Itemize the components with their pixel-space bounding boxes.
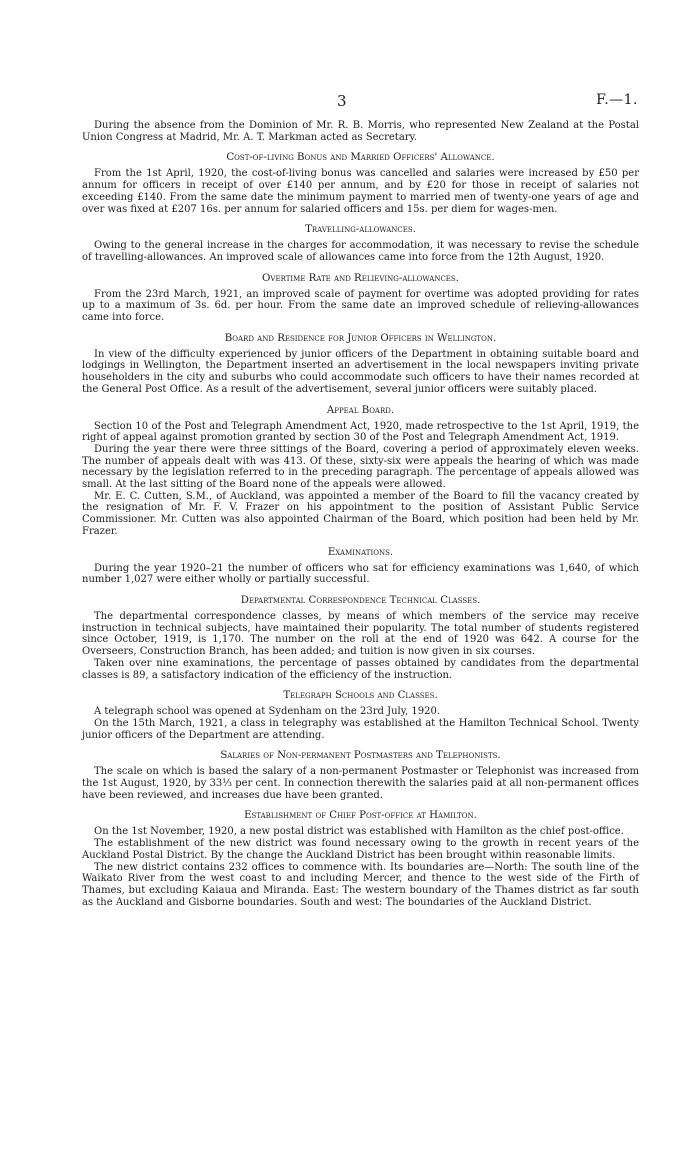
paragraph: On the 1st November, 1920, a new postal district was established with Hamilton as the chief post-office. [94, 826, 624, 838]
paragraph: From the 23rd March, 1921, an improved scale of payment for overtime was adopted providing for rates up to a maximum of 3s. 6d. per hour. From the same date an improved schedule of relieving-allowances came into force. [82, 288, 639, 324]
paragraph: Taken over nine examinations, the percentage of passes obtained by candidates from the departmental classes is 89, a satisfactory indication of the efficiency of the instruction. [82, 657, 639, 681]
section [82, 152, 639, 215]
section [82, 224, 639, 263]
section-heading: Cost-of-living Bonus and Married Officers' Allowance. [226, 152, 495, 164]
paragraph: The establishment of the new district was found necessary owing to the growth in recent years of the Auckland Postal District. By the change the Auckland District has been brought within reasonable limits. [82, 838, 639, 861]
section [82, 120, 639, 143]
section-heading: Travelling-allowances. [305, 224, 416, 236]
document-reference: F.—1. [596, 92, 638, 108]
paragraph: The departmental correspondence classes, by means of which members of the service may receive instruction in technical subjects, have maintained their popularity. The total number of students registered since October, 1919, is 1,170. The number on the roll at the end of 1920 was 642. A course for the Overseers, Construction Branch, has been added; and tuition is now given in six courses. [82, 610, 639, 658]
paragraph: The new district contains 232 offices to commence with. Its boundaries are—North: The south line of the Waikato River from the west coast to and including Mercer, and thence to the west side of the Firth of Thames, but excluding Kaiaua and Miranda. East: The western boundary of the Thames district as far south as the Auckland and Gisborne boundaries. South and west: The boundaries of the Auckland District. [82, 861, 639, 908]
paragraph: During the absence from the Dominion of Mr. R. B. Morris, who represented New Zealand at the Postal Union Congress at Madrid, Mr. A. T. Markman acted as Secretary. [82, 120, 639, 143]
paragraph: In view of the difficulty experienced by junior officers of the Department in obtaining suitable board and lodgings in Wellington, the Department inserted an advertisement in the local newspapers inviting private householders in the city and suburbs who could accommodate such officers to have their names recorded at the General Post Office. As a result of the advertisement, several junior officers were suitably placed. [82, 348, 639, 395]
paragraph: A telegraph school was opened at Sydenham on the 23rd July, 1920. [94, 706, 441, 718]
paragraph: Mr. E. C. Cutten, S.M., of Auckland, was appointed a member of the Board to fill the vacancy created by the resignation of Mr. F. V. Frazer on his appointment to the position of Assistant Public Service Commissioner. Mr. Cutten was also appointed Chairman of the Board, which position had been held by Mr. Frazer. [82, 490, 639, 537]
section-heading: Board and Residence for Junior Officers in Wellington. [224, 332, 497, 344]
section [82, 810, 639, 908]
section-heading: Salaries of Non-permanent Postmasters and Telephonists. [220, 750, 501, 762]
paragraph: From the 1st April, 1920, the cost-of-living bonus was cancelled and salaries were increased by £50 per annum for officers in receipt of over £140 per annum, and by £20 for those in receipt of salaries not exceeding £140. From the same date the minimum payment to married men of twenty-one years of age and over was fixed at £207 16s. per annum for salaried officers and 15s. per diem for wages-men. [82, 168, 639, 215]
section [82, 547, 639, 586]
paragraph: During the year 1920–21 the number of officers who sat for efficiency examinations was 1,640, of which number 1,027 were either wholly or partially successful. [82, 562, 639, 586]
section-heading: Overtime Rate and Relieving-allowances. [262, 272, 459, 284]
section [82, 405, 639, 538]
section-heading: Appeal Board. [326, 404, 395, 416]
paragraph: During the year there were three sittings of the Board, covering a period of approximately eleven weeks. The number of appeals dealt with was 413. Of these, sixty-six were appeals the hearing of which was made necessary by the legislation referred to in the preceding paragraph. The percentage of appeals allowed was small. At the last sitting of the Board none of the appeals were allowed. [82, 443, 639, 491]
section-heading: Departmental Correspondence Technical Classes. [240, 594, 481, 606]
section [82, 750, 639, 801]
section [82, 690, 639, 741]
section [82, 595, 639, 681]
page-header [0, 92, 700, 112]
section-heading: Examinations. [327, 546, 394, 558]
paragraph: Owing to the general increase in the charges for accommodation, it was necessary to revise the schedule of travelling-allowances. An improved scale of allowances came into force from the 12th August, 1920. [82, 240, 639, 263]
section [82, 333, 639, 396]
document-body [82, 120, 639, 908]
paragraph: The scale on which is based the salary of a non-permanent Postmaster or Telephonist was increased from the 1st August, 1920, by 33⅓ per cent. In connection therewith the salaries paid at all non-permanent offices have been reviewed, and increases due have been granted. [82, 766, 639, 801]
paragraph: On the 15th March, 1921, a class in telegraphy was established at the Hamilton Technical School. Twenty junior officers of the Department are attending. [82, 717, 639, 741]
paragraph: Section 10 of the Post and Telegraph Amendment Act, 1920, made retrospective to the 1st April, 1919, the right of appeal against promotion granted by section 30 of the Post and Telegraph Amendment Act, 1919. [82, 420, 639, 444]
section [82, 273, 639, 324]
section-heading: Telegraph Schools and Classes. [283, 690, 438, 702]
page-number: 3 [337, 92, 347, 110]
section-heading: Establishment of Chief Post-office at Hamilton. [244, 810, 477, 822]
